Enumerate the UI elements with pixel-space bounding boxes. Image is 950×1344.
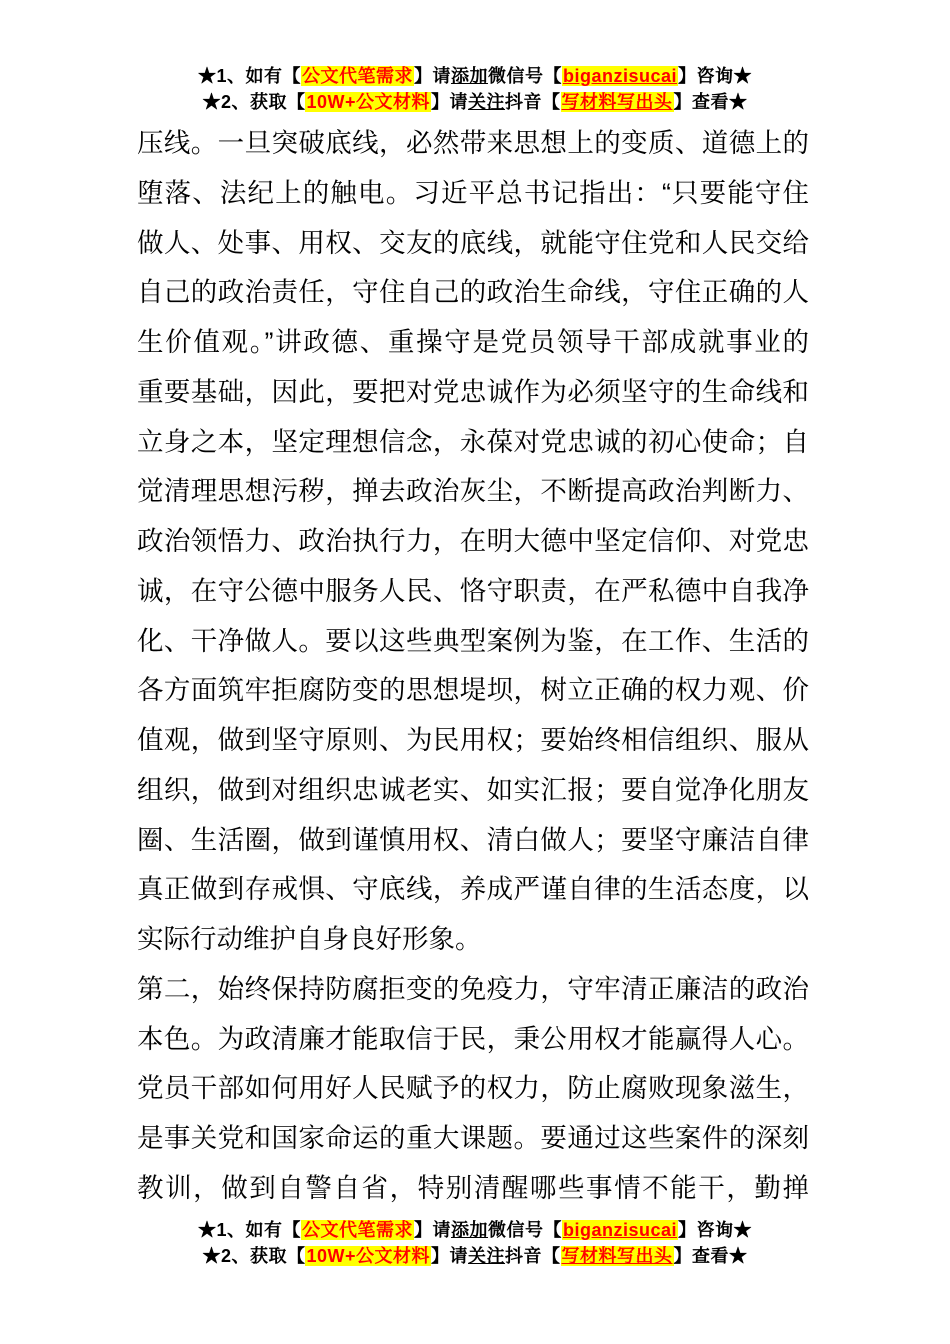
notice1-mid2: 微信号【 [487, 1220, 562, 1240]
notice2-underline-follow: 关注 [468, 92, 506, 112]
notice1-highlight-wechat-id: biganzisucai [562, 1220, 678, 1240]
notice1-mid2: 微信号【 [487, 66, 562, 86]
notice1-mid1: 】请 [413, 1220, 451, 1240]
notice2-prefix: ★2、获取【 [202, 1246, 306, 1266]
footer-notice-line-2 [0, 1243, 950, 1269]
body-line: 圈、生活圈，做到谨慎用权、清白做人；要坚守廉洁自律 [137, 824, 809, 855]
body-line: 重要基础，因此，要把对党忠诚作为必须坚守的生命线和 [137, 376, 809, 407]
body-line: 立身之本，坚定理想信念，永葆对党忠诚的初心使命；自 [137, 426, 809, 457]
body-line: 各方面筑牢拒腐防变的思想堤坝，树立正确的权力观、价 [137, 675, 809, 706]
body-line: 真正做到存戒惧、守底线，养成严谨自律的生活态度，以 [137, 874, 809, 905]
body-line: 生价值观。”讲政德、重操守是党员领导干部成就事业的 [137, 327, 809, 357]
body-line: 诚，在守公德中服务人民、恪守职责，在严私德中自我净 [137, 575, 809, 606]
notice1-highlight-wechat-id: biganzisucai [562, 66, 678, 86]
body-line: 自己的政治责任，守住自己的政治生命线，守住正确的人 [137, 277, 809, 308]
footer-notice [0, 1217, 950, 1269]
notice1-prefix: ★1、如有【 [197, 1220, 301, 1240]
body-line: 做人、处事、用权、交友的底线，就能守住党和人民交给 [137, 227, 809, 258]
body-line: 堕落、法纪上的触电。习近平总书记指出：“只要能守住 [137, 177, 809, 208]
notice2-mid2: 抖音【 [505, 92, 561, 112]
body-line: 组织，做到对组织忠诚老实、如实汇报；要自觉净化朋友 [137, 774, 809, 805]
header-notice-line-1 [0, 63, 950, 89]
body-line-paragraph-end: 实际行动维护自身良好形象。 [137, 924, 482, 954]
notice2-highlight-douyin-id: 写材料写出头 [561, 92, 673, 112]
body-line: 值观，做到坚守原则、为民用权；要始终相信组织、服从 [137, 725, 809, 755]
notice2-highlight-materials: 10W+公文材料 [306, 92, 431, 112]
body-line: 化、干净做人。要以这些典型案例为鉴，在工作、生活的 [137, 625, 809, 656]
notice2-mid1: 】请 [431, 92, 469, 112]
notice2-suffix: 】查看★ [673, 92, 748, 112]
body-line: 党员干部如何用好人民赋予的权力，防止腐败现象滋生， [137, 1073, 809, 1104]
notice2-mid1: 】请 [431, 1246, 469, 1266]
notice2-highlight-materials: 10W+公文材料 [306, 1246, 431, 1266]
body-line: 政治领悟力、政治执行力，在明大德中坚定信仰、对党忠 [137, 526, 809, 556]
body-line: 觉清理思想污秽，掸去政治灰尘，不断提高政治判断力、 [137, 476, 809, 507]
notice1-suffix: 】咨询★ [678, 1220, 753, 1240]
notice1-mid1: 】请 [413, 66, 451, 86]
notice1-highlight-service: 公文代笔需求 [301, 1220, 413, 1240]
body-line: 是事关党和国家命运的重大课题。要通过这些案件的深刻 [137, 1123, 809, 1153]
footer-notice-line-1 [0, 1217, 950, 1243]
notice1-suffix: 】咨询★ [678, 66, 753, 86]
body-line: 本色。为政清廉才能取信于民，秉公用权才能赢得人心。 [137, 1023, 809, 1054]
notice1-highlight-service: 公文代笔需求 [301, 66, 413, 86]
body-line: 第二，始终保持防腐拒变的免疫力，守牢清正廉洁的政治 [137, 973, 809, 1004]
body-line: 压线。一旦突破底线，必然带来思想上的变质、道德上的 [137, 128, 809, 158]
document-body [137, 119, 809, 1214]
header-notice-line-2 [0, 89, 950, 115]
notice1-prefix: ★1、如有【 [197, 66, 301, 86]
notice1-underline-add: 添加 [450, 1220, 488, 1240]
body-line: 教训，做到自警自省，特别清醒哪些事情不能干，勤掸 [137, 1172, 809, 1203]
header-notice [0, 63, 950, 115]
notice2-prefix: ★2、获取【 [202, 92, 306, 112]
notice2-underline-follow: 关注 [468, 1246, 506, 1266]
notice2-highlight-douyin-id: 写材料写出头 [561, 1246, 673, 1266]
notice2-mid2: 抖音【 [505, 1246, 561, 1266]
notice2-suffix: 】查看★ [673, 1246, 748, 1266]
notice1-underline-add: 添加 [450, 66, 488, 86]
